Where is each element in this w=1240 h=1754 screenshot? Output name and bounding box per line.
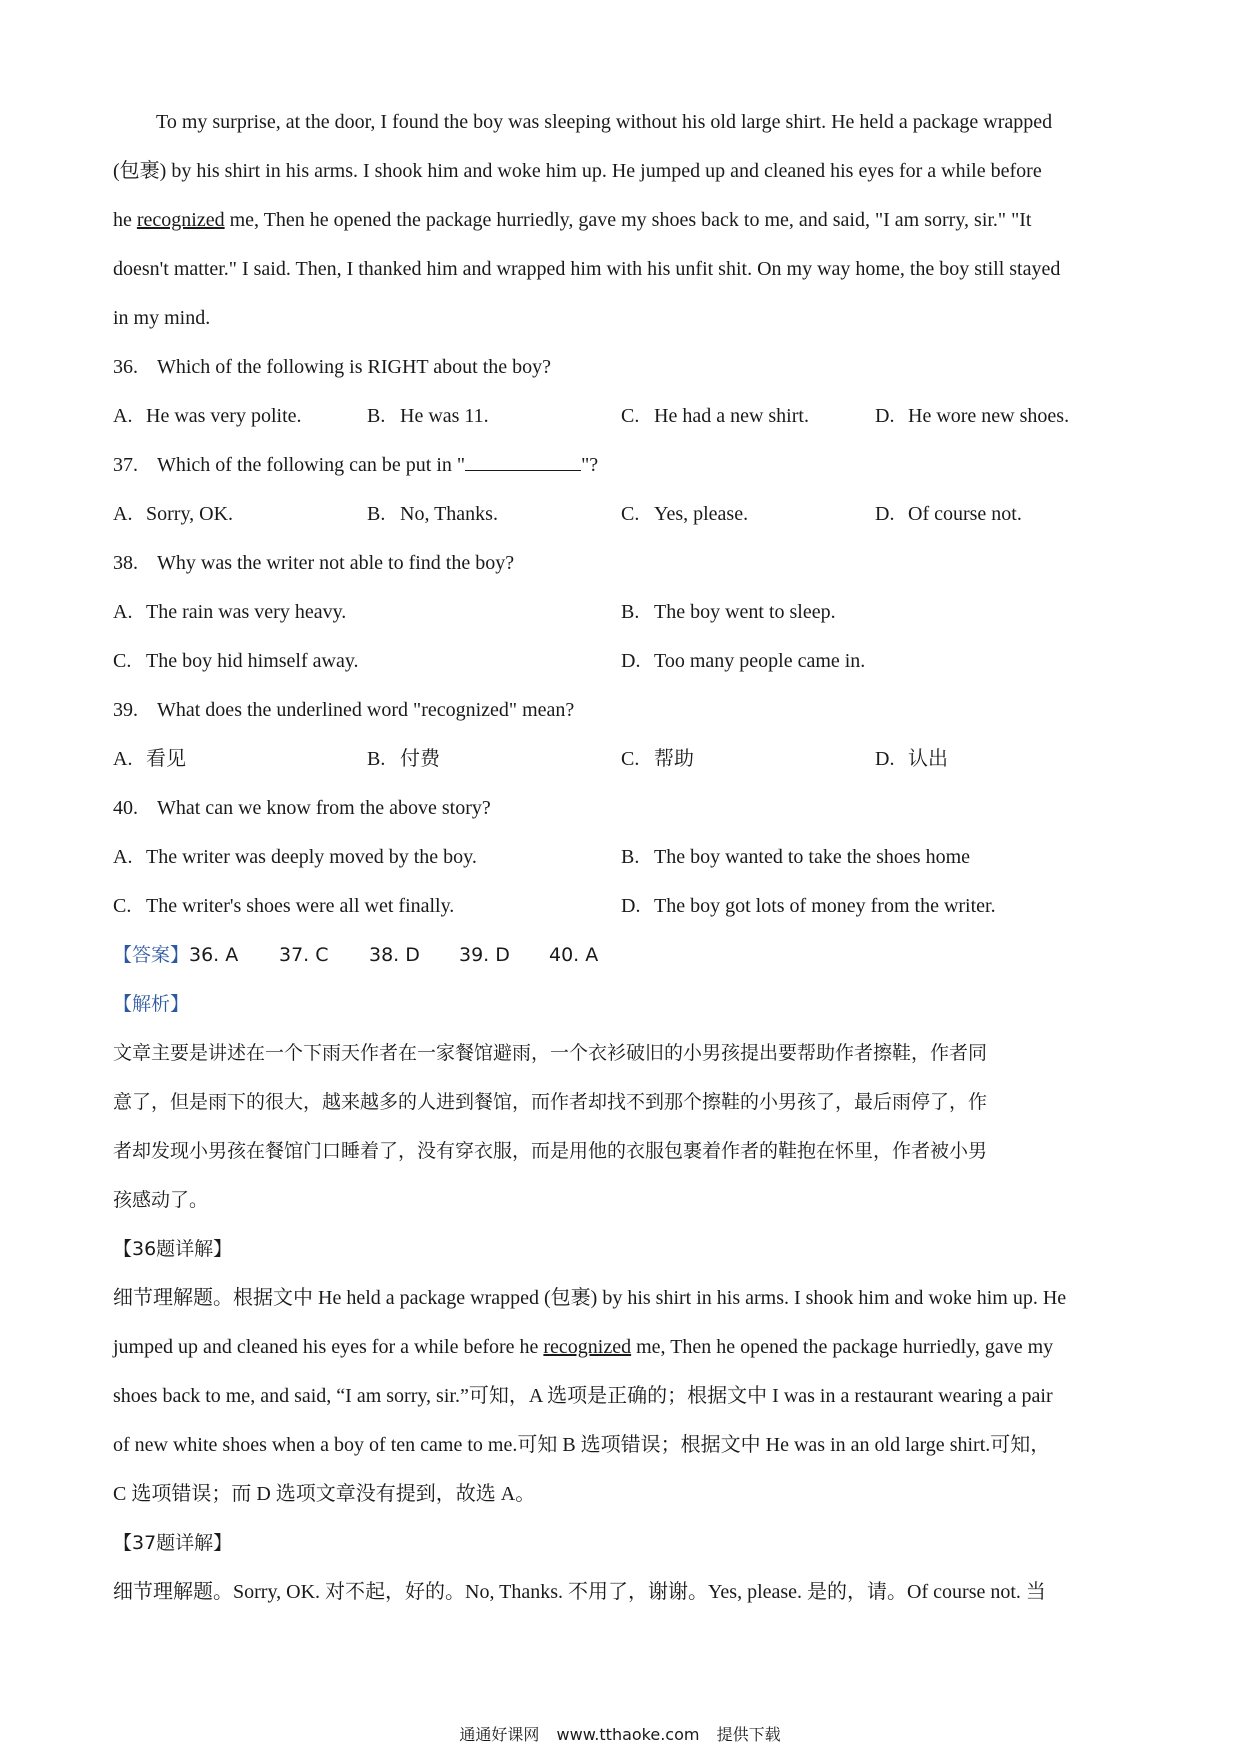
document-page	[113, 98, 1130, 1617]
detail-line: shoes back to me, and said, “I am sorry, sir.”可知，A 选项是正确的；根据文中 I was in a restaurant wearing a pair	[113, 1385, 1053, 1407]
answer-item: 38. D	[369, 944, 420, 966]
answer-blank	[465, 452, 581, 471]
option-c: C. He had a new shirt.	[621, 405, 809, 427]
analysis-line: 者却发现小男孩在餐馆门口睡着了，没有穿衣服，而是用他的衣服包裹着作者的鞋抱在怀里，作者被小男	[113, 1140, 988, 1162]
answer-item: 36. A	[189, 944, 239, 966]
answer-tag: 【答案】	[113, 944, 190, 966]
footer-note: 提供下载	[716, 1725, 781, 1744]
option-a: A. 看见	[113, 748, 186, 770]
option-c: C. The boy hid himself away.	[113, 650, 359, 672]
option-b: B. The boy wanted to take the shoes home	[621, 846, 971, 868]
detail-37-text	[113, 1568, 1130, 1617]
passage-line: in my mind.	[113, 307, 211, 329]
detail-line: C 选项错误；而 D 选项文章没有提到，故选 A。	[113, 1483, 536, 1505]
question-39	[113, 686, 1130, 735]
underlined-word: recognized	[543, 1336, 632, 1358]
detail-line: 细节理解题。Sorry, OK. 对不起，好的。No, Thanks. 不用了，谢谢。Yes, please. 是的，请。Of course not. 当	[113, 1581, 1046, 1603]
option-c: C. Yes, please.	[621, 503, 749, 525]
question-37: 37. Which of the following can be put in " "?	[113, 441, 1130, 490]
question-number: 38.	[113, 552, 138, 574]
options-40-row2	[113, 882, 1130, 931]
underlined-word: recognized	[136, 209, 225, 231]
option-d: D. 认出	[875, 748, 948, 770]
option-b: B. No, Thanks.	[367, 503, 498, 525]
options-36	[113, 392, 1130, 441]
analysis-line: 文章主要是讲述在一个下雨天作者在一家餐馆避雨，一个衣衫破旧的小男孩提出要帮助作者擦鞋，作者同	[113, 1042, 988, 1064]
option-d: D. He wore new shoes.	[875, 405, 1070, 427]
option-a: A. Sorry, OK.	[113, 503, 234, 525]
analysis-text	[113, 1029, 1130, 1225]
answer-item: 40. A	[549, 944, 599, 966]
question-40	[113, 784, 1130, 833]
question-number: 39.	[113, 699, 138, 721]
question-number: 36.	[113, 356, 138, 378]
question-38	[113, 539, 1130, 588]
detail-37-tag: 【37题详解】	[113, 1532, 233, 1554]
answer-item: 37. C	[279, 944, 329, 966]
detail-line: of new white shoes when a boy of ten came to me.可知 B 选项错误；根据文中 He was in an old large shirt.可知，	[113, 1434, 1051, 1456]
analysis-line: 孩感动了。	[113, 1189, 209, 1211]
analysis-tag: 【解析】	[113, 993, 190, 1015]
option-d: D. The boy got lots of money from the writer.	[621, 895, 996, 917]
footer-site-name: 通通好课网	[459, 1725, 540, 1744]
detail-36-tag: 【36题详解】	[113, 1238, 233, 1260]
options-38-row1	[113, 588, 1130, 637]
question-number: 37.	[113, 454, 138, 476]
option-c: C. 帮助	[621, 748, 694, 770]
detail-36-text	[113, 1274, 1130, 1519]
passage-line: doesn't matter." I said. Then, I thanked him and wrapped him with his unfit shit. On my way home, the boy still stayed	[113, 258, 1061, 280]
option-b: B. The boy went to sleep.	[621, 601, 836, 623]
option-b: B. 付费	[367, 748, 440, 770]
passage-line: he recognized me, Then he opened the package hurriedly, gave my shoes back to me, and said, "I am sorry, sir." "It	[113, 209, 1032, 231]
answer-row	[113, 931, 1130, 980]
question-text: What can we know from the above story?	[157, 797, 491, 819]
question-text: Which of the following is RIGHT about the boy?	[157, 356, 552, 378]
option-d: D. Too many people came in.	[621, 650, 866, 672]
option-c: C. The writer's shoes were all wet finally.	[113, 895, 455, 917]
detail-line: 细节理解题。根据文中 He held a package wrapped (包裹) by his shirt in his arms. I shook him and woke him up. He	[113, 1287, 1067, 1309]
options-38-row2	[113, 637, 1130, 686]
footer-url[interactable]: www.tthaoke.com	[556, 1725, 700, 1744]
option-b: B. He was 11.	[367, 405, 489, 427]
question-text: What does the underlined word "recognized" mean?	[157, 699, 575, 721]
options-40-row1	[113, 833, 1130, 882]
passage	[113, 98, 1130, 343]
options-39	[113, 735, 1130, 784]
question-number: 40.	[113, 797, 138, 819]
passage-paragraph	[113, 98, 1130, 343]
option-a: A. The rain was very heavy.	[113, 601, 347, 623]
question-text: Why was the writer not able to find the boy?	[157, 552, 515, 574]
option-a: A. He was very polite.	[113, 405, 302, 427]
option-d: D. Of course not.	[875, 503, 1022, 525]
passage-line: To my surprise, at the door, I found the boy was sleeping without his old large shirt. He held a package wrapped	[156, 111, 1053, 133]
page-footer	[0, 1722, 1240, 1745]
question-36	[113, 343, 1130, 392]
analysis-line: 意了，但是雨下的很大，越来越多的人进到餐馆，而作者却找不到那个擦鞋的小男孩了，最后雨停了，作	[113, 1091, 988, 1113]
answer-item: 39. D	[459, 944, 510, 966]
option-a: A. The writer was deeply moved by the boy.	[113, 846, 477, 868]
passage-line: (包裹) by his shirt in his arms. I shook him and woke him up. He jumped up and cleaned his eyes for a while before	[113, 160, 1042, 182]
options-37	[113, 490, 1130, 539]
detail-line: jumped up and cleaned his eyes for a while before he recognized me, Then he opened the package hurriedly, gave my	[113, 1336, 1054, 1358]
